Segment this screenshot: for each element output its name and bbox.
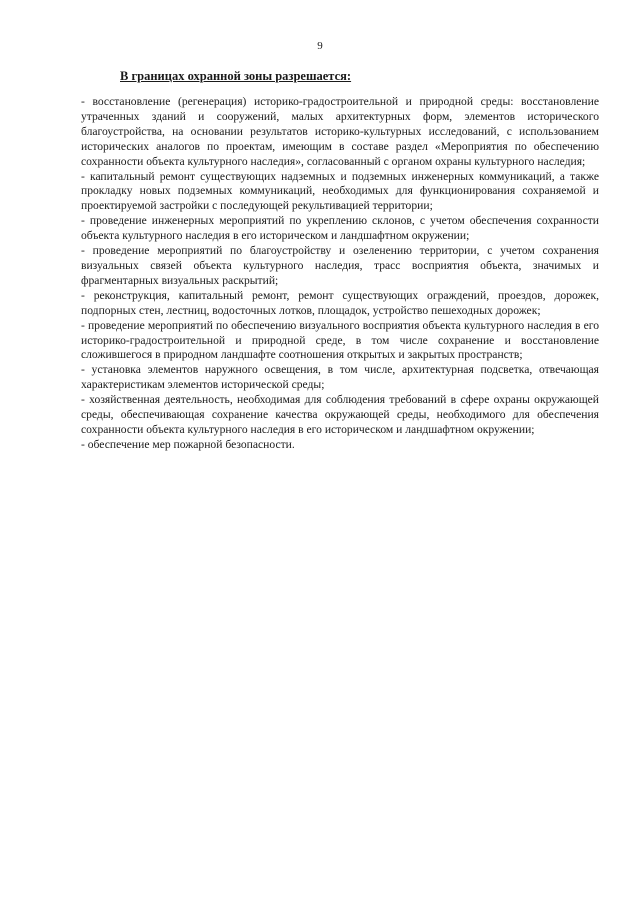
list-item: - восстановление (регенерация) историко-градостроительной и природной среды: восстановление утраченных зданий и сооружений, малых архитектурных форм, элементов исторического благоустройства, на основании результатов историко-культурных исследований, с использованием исторических аналогов по проектам, имеющим в составе раздел «Мероприятия по обеспечению сохранности объекта культурного наследия», согласованный с органом охраны культурного наследия; [81,95,599,168]
list-item: - проведение мероприятий по обеспечению визуального восприятия объекта культурного наследия в его историко-градостроительной и природной среде, в том числе сохранение и восстановление сложившегося в природном ландшафте соотношения открытых и закрытых пространств; [81,318,599,362]
list-item: - хозяйственная деятельность, необходимая для соблюдения требований в сфере охраны окружающей среды, обеспечивающая сохранение качества окружающей среды, необходимого для обеспечения сохранности объекта культурного наследия в его историческом и ландшафтном окружении; [81,393,599,436]
list-item: - проведение мероприятий по благоустройству и озеленению территории, с учетом сохранения визуальных связей объекта культурного наследия, трасс восприятия объекта, значимых и фрагментарных визуальных раскрытий; [81,244,599,287]
list-item: - проведение инженерных мероприятий по укреплению склонов, с учетом обеспечения сохранности объекта культурного наследия в его историческом и ландшафтном окружении; [81,214,599,243]
permitted-activities-list [81,95,599,453]
section-heading: В границах охранной зоны разрешается: [120,69,352,83]
list-item: - реконструкция, капитальный ремонт, ремонт существующих ограждений, проездов, дорожек, подпорных стен, лестниц, водосточных лотков, площадок, устройство пешеходных дорожек; [81,288,599,317]
list-item: - установка элементов наружного освещения, в том числе, архитектурная подсветка, отвечающая характеристикам элементов исторической среды; [81,363,599,392]
page-number: 9 [317,40,323,52]
list-item: - обеспечение мер пожарной безопасности. [81,437,295,451]
list-item: - капитальный ремонт существующих надземных и подземных инженерных коммуникаций, а также прокладку новых подземных коммуникаций, необходимых для функционирования сохраняемой и проектируемой застройки с последующей рекультивацией территории; [81,169,599,213]
